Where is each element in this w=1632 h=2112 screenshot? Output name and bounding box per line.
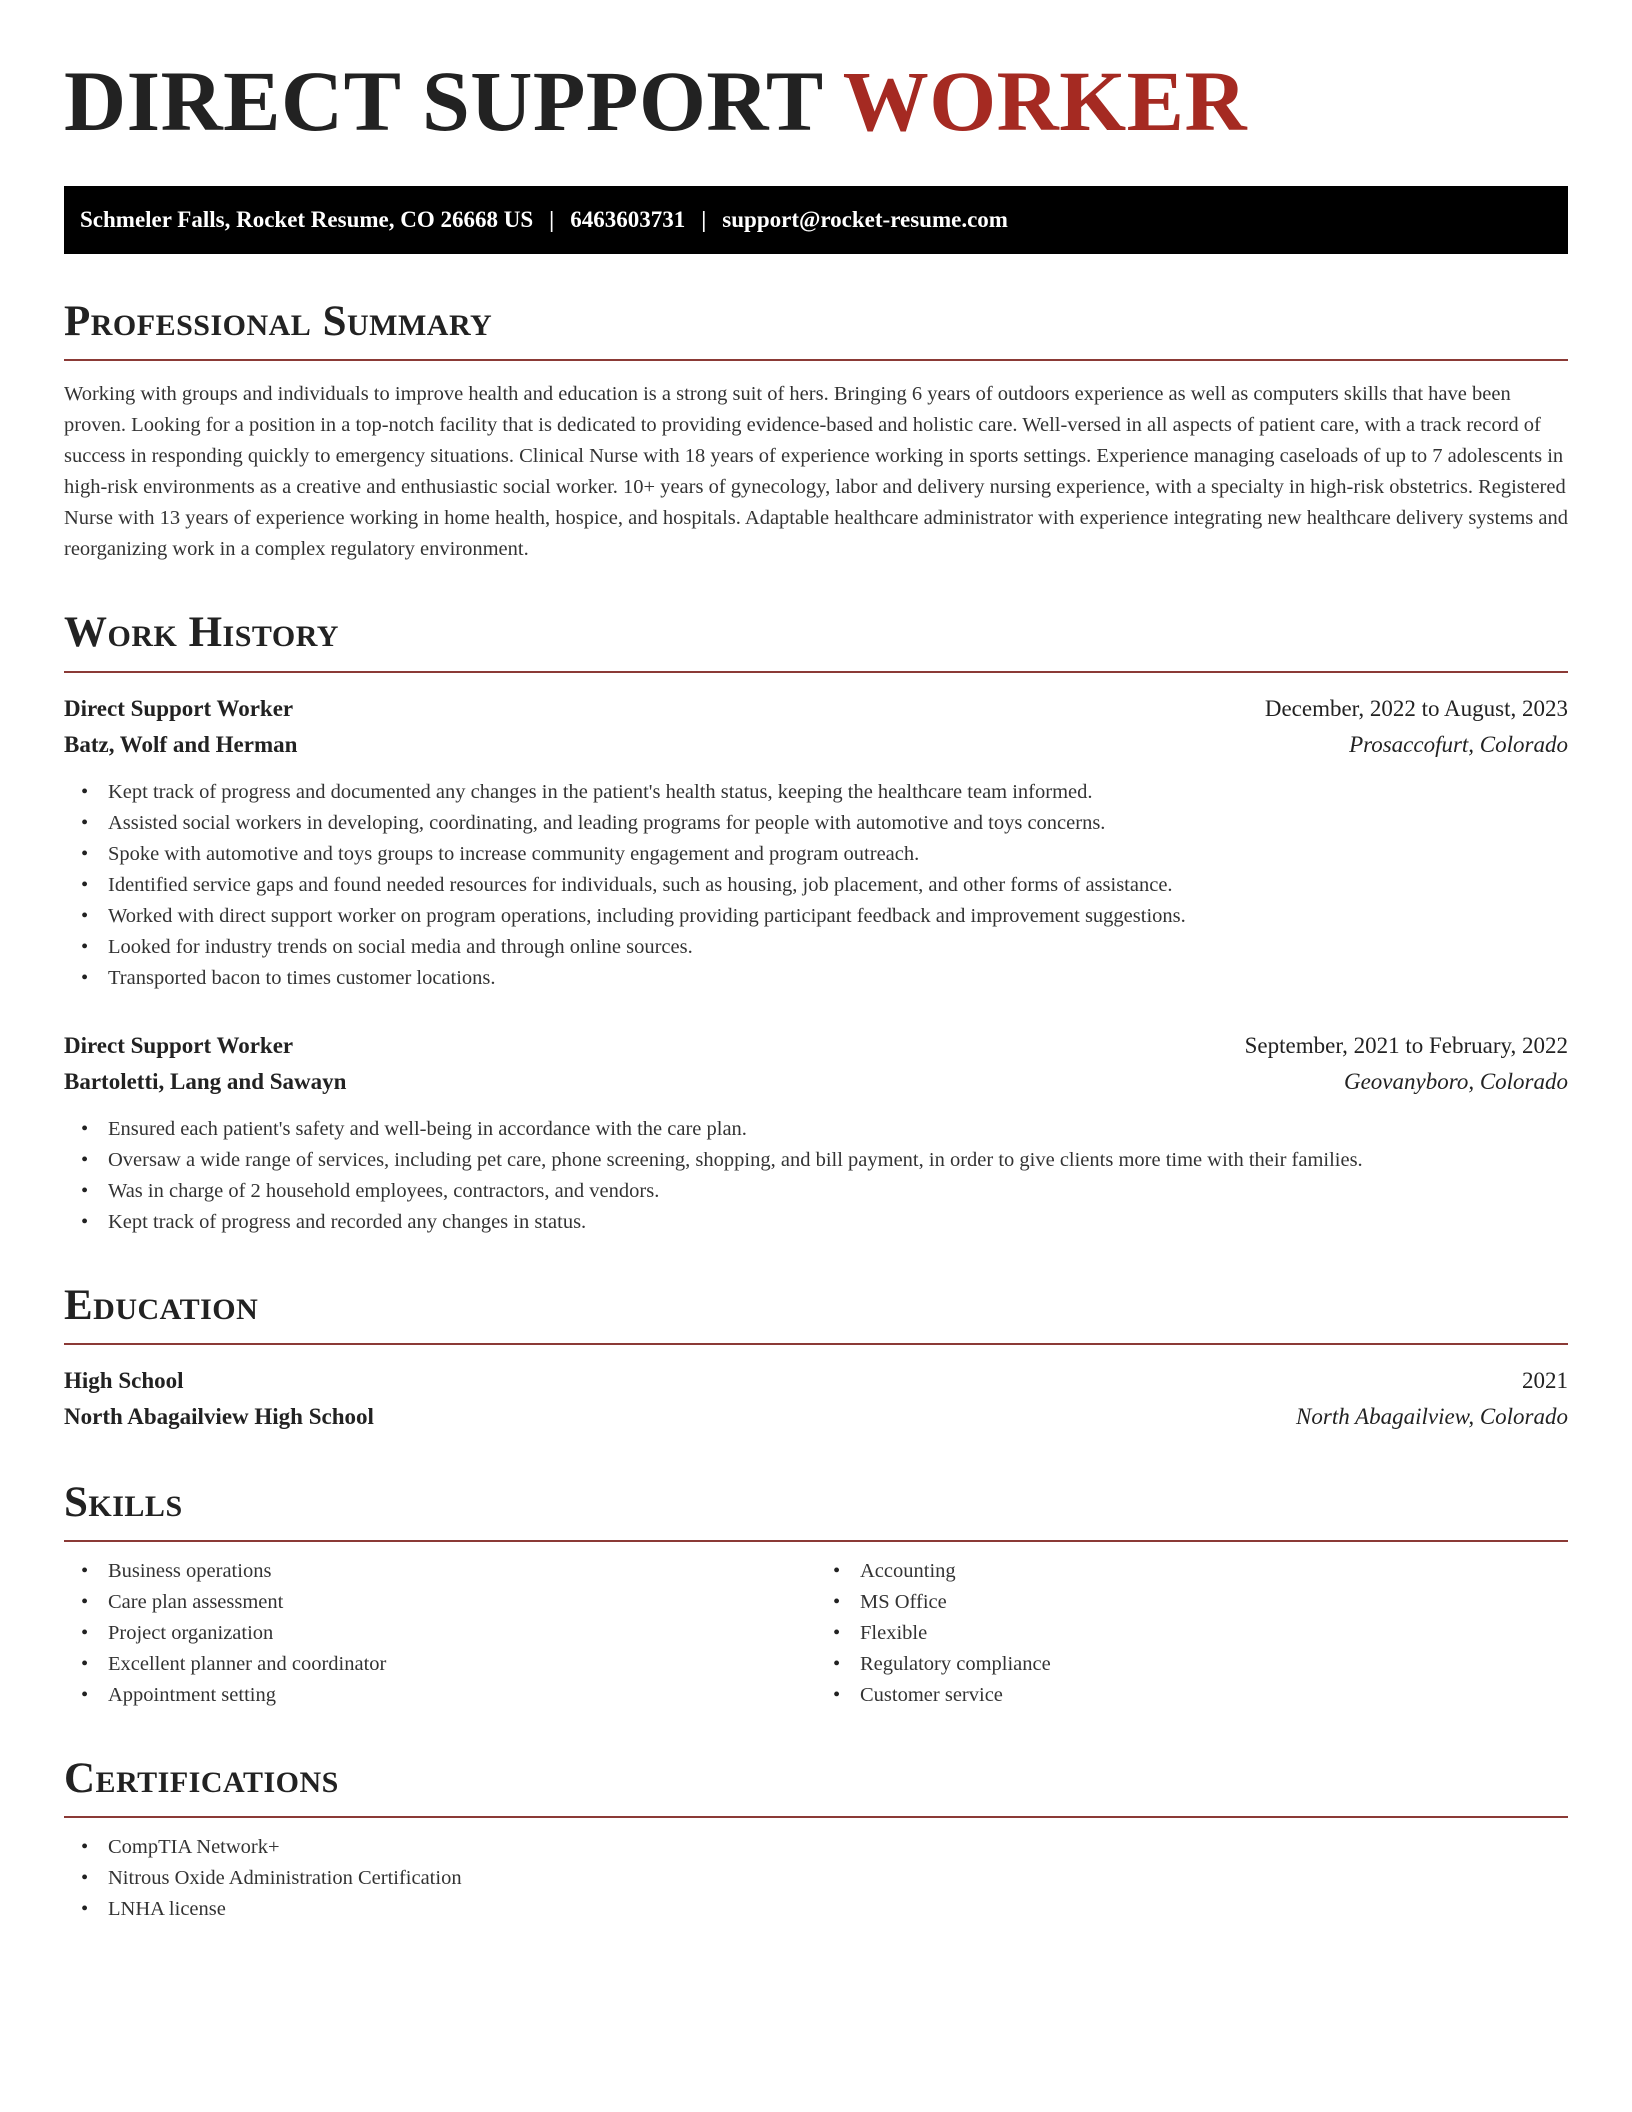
contact-phone[interactable]: 6463603731 [570,207,686,232]
contact-separator: | [701,207,707,232]
job-title: Direct Support Worker [64,695,294,721]
job-duty: • Oversaw a wide range of services, including pet care, phone screening, shopping, and bill payment, in order to give clients more time with their families. [64,1145,1568,1176]
job-dates: December, 2022 to August, 2023 [1264,695,1568,721]
certification-item: • Nitrous Oxide Administration Certification [64,1863,1568,1894]
job-company-row [64,1064,1568,1100]
education-school-row [64,1399,1568,1435]
skill-item: • Regulatory compliance [816,1649,1568,1680]
certifications-heading: Certifications [64,1755,1568,1818]
skill-item: • Project organization [64,1618,816,1649]
contact-bar [64,186,1568,254]
skill-item: • Accounting [816,1556,1568,1587]
contact-email[interactable]: support@rocket-resume.com [722,207,1008,232]
skill-item: • Care plan assessment [64,1587,816,1618]
education-entry [64,1363,1568,1435]
skill-item: • MS Office [816,1587,1568,1618]
job-duties-list [64,1114,1568,1238]
education-heading: Education [64,1282,1568,1345]
job-duty: • Worked with direct support worker on program operations, including providing participant feedback and improvement suggestions. [64,901,1568,932]
contact-address: Schmeler Falls, Rocket Resume, CO 26668 US [80,207,534,232]
summary-heading: Professional Summary [64,298,1568,361]
education-school: North Abagailview High School [64,1403,374,1429]
job-dates: September, 2021 to February, 2022 [1244,1032,1568,1058]
contact-separator: | [549,207,555,232]
skills-list-left [64,1556,816,1711]
job-duty: • Assisted social workers in developing, coordinating, and leading programs for people with automotive and toys concerns. [64,808,1568,839]
job-company: Bartoletti, Lang and Sawayn [64,1068,347,1094]
education-degree-row [64,1363,1568,1399]
job-entry [64,691,1568,994]
skills-list-right [816,1556,1568,1711]
skills-heading: Skills [64,1479,1568,1542]
skills-grid [64,1542,1568,1711]
job-duty: • Was in charge of 2 household employees, contractors, and vendors. [64,1176,1568,1207]
education-year: 2021 [1522,1367,1568,1393]
skill-item: • Flexible [816,1618,1568,1649]
job-title: Direct Support Worker [64,1032,294,1058]
certifications-list [64,1832,1568,1925]
title-accent: WORKER [842,53,1248,149]
title-main: DIRECT SUPPORT [64,53,843,149]
skill-item: • Excellent planner and coordinator [64,1649,816,1680]
job-entry [64,1028,1568,1238]
work-history-heading: Work History [64,609,1568,672]
job-company-row [64,727,1568,763]
job-company: Batz, Wolf and Herman [64,731,298,757]
resume-title [64,53,1568,149]
education-location: North Abagailview, Colorado [1296,1403,1568,1429]
job-title-row [64,691,1568,727]
job-title-row [64,1028,1568,1064]
job-location: Prosaccofurt, Colorado [1349,731,1568,757]
job-duty: • Looked for industry trends on social media and through online sources. [64,932,1568,963]
summary-text: Working with groups and individuals to improve health and education is a strong suit of hers. Bringing 6 years of outdoors experience as well as computers skills that have been proven. Looking for a position in a top-notch facility that is dedicated to providing evidence-based and holistic care. Well-versed in all aspects of patient care, with a track record of success in responding quickly to emergency situations. Clinical Nurse with 18 years of experience working in sports settings. Experience managing caseloads of up to 7 adolescents in high-risk environments as a creative and enthusiastic social worker. 10+ years of gynecology, labor and delivery nursing experience, with a specialty in high-risk obstetrics. Registered Nurse with 13 years of experience working in home health, hospice, and hospitals. Adaptable healthcare administrator with experience integrating new healthcare delivery systems and reorganizing work in a complex regulatory environment. [64,383,1568,561]
certification-item: • LNHA license [64,1894,1568,1925]
skill-item: • Appointment setting [64,1680,816,1711]
job-duty: • Spoke with automotive and toys groups to increase community engagement and program outreach. [64,839,1568,870]
skill-item: • Business operations [64,1556,816,1587]
job-location: Geovanyboro, Colorado [1343,1068,1568,1094]
certification-item: • CompTIA Network+ [64,1832,1568,1863]
job-duty: • Kept track of progress and recorded any changes in status. [64,1207,1568,1238]
job-duties-list [64,777,1568,994]
education-degree: High School [64,1367,184,1393]
job-duty: • Ensured each patient's safety and well-being in accordance with the care plan. [64,1114,1568,1145]
job-duty: • Kept track of progress and documented any changes in the patient's health status, keeping the healthcare team informed. [64,777,1568,808]
job-duty: • Transported bacon to times customer locations. [64,963,1568,994]
skill-item: • Customer service [816,1680,1568,1711]
job-duty: • Identified service gaps and found needed resources for individuals, such as housing, job placement, and other forms of assistance. [64,870,1568,901]
